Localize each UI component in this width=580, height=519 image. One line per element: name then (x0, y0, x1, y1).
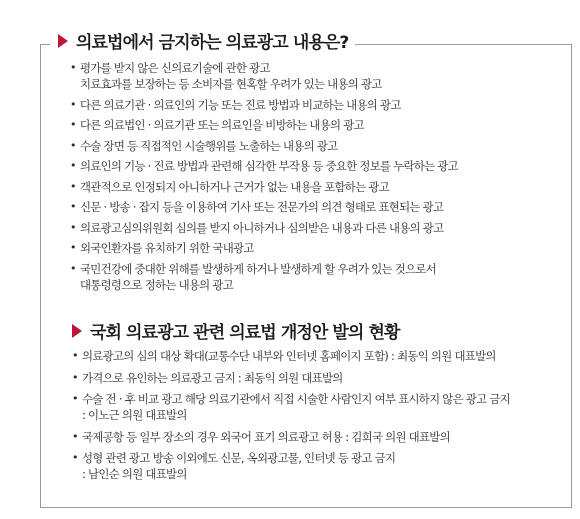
list-item-text: 수술 전 · 후 비교 광고 해당 의료기관에서 직접 시술한 사람인지 여부 표시하지 않은 광고 금지 (82, 392, 510, 406)
list-item (72, 391, 567, 423)
bullet-icon: • (72, 370, 78, 384)
list-item-text: 국민건강에 중대한 위해를 발생하게 하거나 발생하게 할 우려가 있는 것으로서 (80, 261, 436, 276)
list-item (70, 60, 565, 92)
list-item (70, 97, 565, 113)
list-item-text: 다른 의료법인 · 의료기관 또는 의료인을 비방하는 내용의 광고 (80, 118, 364, 132)
prohibited-ads-list (70, 60, 565, 297)
list-item-text: 신문 · 방송 · 잡지 등을 이용하여 기사 또는 전문가의 의견 형태로 표현되는 광고 (80, 200, 444, 214)
bullet-icon: • (72, 392, 78, 405)
list-item (72, 348, 567, 364)
list-item (70, 179, 565, 195)
bullet-icon: • (70, 261, 76, 275)
list-item-text: 의료광고의 심의 대상 확대(교통수단 내부와 인터넷 홈페이지 포함) : 최동익 의원 대표발의 (82, 349, 496, 363)
section1-heading (58, 28, 348, 53)
bullet-icon: • (70, 220, 76, 234)
list-item-text: 대통령령으로 정하는 내용의 광고 (80, 277, 234, 292)
list-item-text: 치료효과를 보장하는 등 소비자를 현혹할 우려가 있는 내용의 광고 (80, 77, 382, 91)
list-item-text: 의료인의 기능 · 진료 방법과 관련해 심각한 부작용 등 중요한 정보를 누락하는 광고 (80, 159, 458, 173)
bullet-icon: • (70, 118, 76, 131)
list-item-text: 평가를 받지 않은 신의료기술에 관한 광고 (80, 61, 270, 75)
list-item-text: : 남인순 의원 대표발의 (82, 467, 187, 481)
list-item (72, 429, 567, 445)
section2-title: 국회 의료광고 관련 의료법 개정안 발의 현황 (90, 323, 400, 343)
bill-status-list (72, 348, 567, 488)
bullet-icon: • (72, 429, 78, 443)
bullet-icon: • (70, 241, 76, 254)
frame-top-left-edge (40, 44, 50, 45)
list-item-text: 수술 장면 등 직접적인 시술행위를 노출하는 내용의 광고 (80, 138, 338, 153)
list-item (72, 450, 567, 482)
list-item-text: 국제공항 등 일부 장소의 경우 외국어 표기 의료광고 허용 : 김희국 의원 대표발의 (82, 429, 450, 444)
list-item (70, 199, 565, 215)
triangle-bullet-icon (58, 34, 68, 48)
list-item-text: : 이노근 의원 대표발의 (82, 408, 187, 422)
list-item (70, 261, 565, 293)
list-item (70, 240, 565, 256)
list-item-text: 외국인환자를 유치하기 위한 국내광고 (80, 241, 254, 255)
bullet-icon: • (70, 179, 76, 193)
bullet-icon: • (70, 200, 76, 213)
list-item (70, 220, 565, 236)
list-item-text: 성형 관련 광고 방송 이외에도 신문, 옥외광고물, 인터넷 등 광고 금지 (82, 451, 396, 465)
triangle-bullet-icon (72, 324, 82, 338)
list-item-text: 가격으로 유인하는 의료광고 금지 : 최동익 의원 대표발의 (82, 370, 343, 385)
section2-heading (72, 318, 400, 343)
list-item-text: 객관적으로 인정되지 아니하거나 근거가 없는 내용을 포함하는 광고 (80, 179, 389, 194)
list-item (70, 117, 565, 133)
bullet-icon: • (72, 451, 78, 464)
bullet-icon: • (70, 159, 76, 172)
list-item-text: 의료광고심의위원회 심의를 받지 아니하거나 심의받은 내용과 다른 내용의 광고 (80, 220, 444, 235)
list-item-text: 다른 의료기관 · 의료인의 기능 또는 진료 방법과 비교하는 내용의 광고 (80, 97, 401, 112)
bullet-icon: • (70, 97, 76, 111)
list-item (70, 138, 565, 154)
frame-top-right-edge (355, 44, 572, 45)
list-item (72, 370, 567, 386)
bullet-icon: • (72, 349, 78, 362)
section1-title: 의료법에서 금지하는 의료광고 내용은? (76, 33, 349, 53)
list-item (70, 158, 565, 174)
bullet-icon: • (70, 61, 76, 74)
bullet-icon: • (70, 138, 76, 152)
